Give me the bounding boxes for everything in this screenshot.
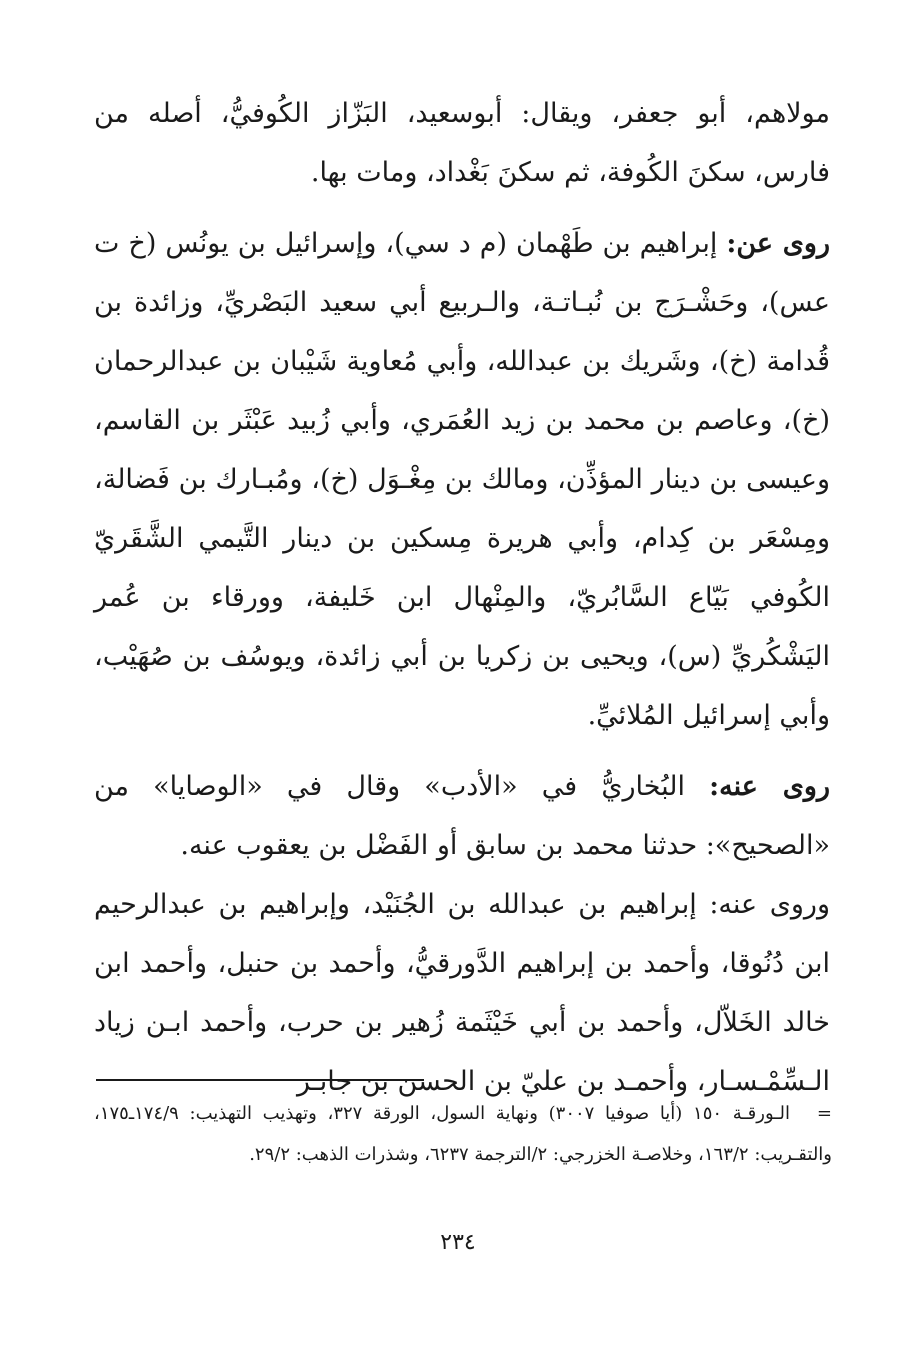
- paragraph-narrated-from: [94, 214, 830, 745]
- paragraph-also-narrated-by: [94, 875, 830, 1111]
- footnote-separator: [96, 1079, 424, 1081]
- narrated-by-text: البُخاريُّ في «الأدب» وقال في «الوصايا» من «الصحيح»: حدثنا محمد بن سابق أو الفَضْل بن يعقوب عنه.: [94, 771, 830, 861]
- footnote-text: الـورقـة ١٥٠ (أيا صوفيا ٣٠٠٧) ونهاية السول، الورقة ٣٢٧، وتهذيب التهذيب: ١٧٤/٩ـ١٧٥، والتقـريب: ١٦٣/٢، وخلاصـة الخزرجي: ٢/الترجمة ٦٢٣٧، وشذرات الذهب: ٢٩/٢.: [94, 1103, 832, 1165]
- page-number: ٢٣٤: [440, 1230, 476, 1255]
- narrated-from-text: إبراهيم بن طَهْمان (م د سي)، وإسرائيل بن يونُس (خ ت عس)، وحَشْـرَج بن نُبـاتـة، والـربيع أبي سعيد البَصْريِّ، وزائدة بن قُدامة (خ)، وشَريك بن عبدالله، وأبي مُعاوية شَيْبان بن عبدالرحمان (خ)، وعاصم بن محمد بن زيد العُمَري، وأبي زُبيد عَبْثَر بن القاسم، وعيسى بن دينار المؤذِّن، ومالك بن مِغْـوَل (خ)، ومُبـارك بن فَضالة، ومِسْعَر بن كِدام، وأبي هريرة مِسكين بن دينار التَّيمي الشَّقَريّ الكُوفي بَيّاع السَّابُريّ، والمِنْهال ابن خَليفة، وورقاء بن عُمر اليَشْكُريِّ (س)، ويحيى بن زكريا بن أبي زائدة، ويوسُف بن صُهَيْب، وأبي إسرائيل المُلائيِّ.: [94, 228, 830, 731]
- paragraph-gap: [94, 745, 830, 757]
- narrated-by-label: روى عنه:: [709, 771, 831, 802]
- paragraph-gap: [94, 202, 830, 214]
- also-narrated-by-text: وروى عنه: إبراهيم بن عبدالله بن الجُنَيْد، وإبراهيم بن عبدالرحيم ابن دُنُوقا، وأحمد بن إبراهيم الدَّورقيُّ، وأحمد بن حنبل، وأحمد ابن خالد الخَلاّل، وأحمد بن أبي خَيْثَمة زُهير بن حرب، وأحمد ابـن زياد الـسِّمْـسـار، وأحمـد بن عليّ بن الحسن بن جابـر: [94, 889, 830, 1097]
- paragraph-narrated-by: [94, 757, 830, 875]
- paragraph-intro: [94, 84, 830, 202]
- footnote-block: [94, 1093, 832, 1175]
- footnote-continuation-marker: =: [816, 1103, 832, 1124]
- intro-text: مولاهم، أبو جعفر، ويقال: أبوسعيد، البَزّاز الكُوفيُّ، أصله من فارس، سكنَ الكُوفة، ثم سكنَ بَغْداد، ومات بها.: [94, 98, 830, 188]
- narrated-from-label: روى عن:: [726, 228, 830, 259]
